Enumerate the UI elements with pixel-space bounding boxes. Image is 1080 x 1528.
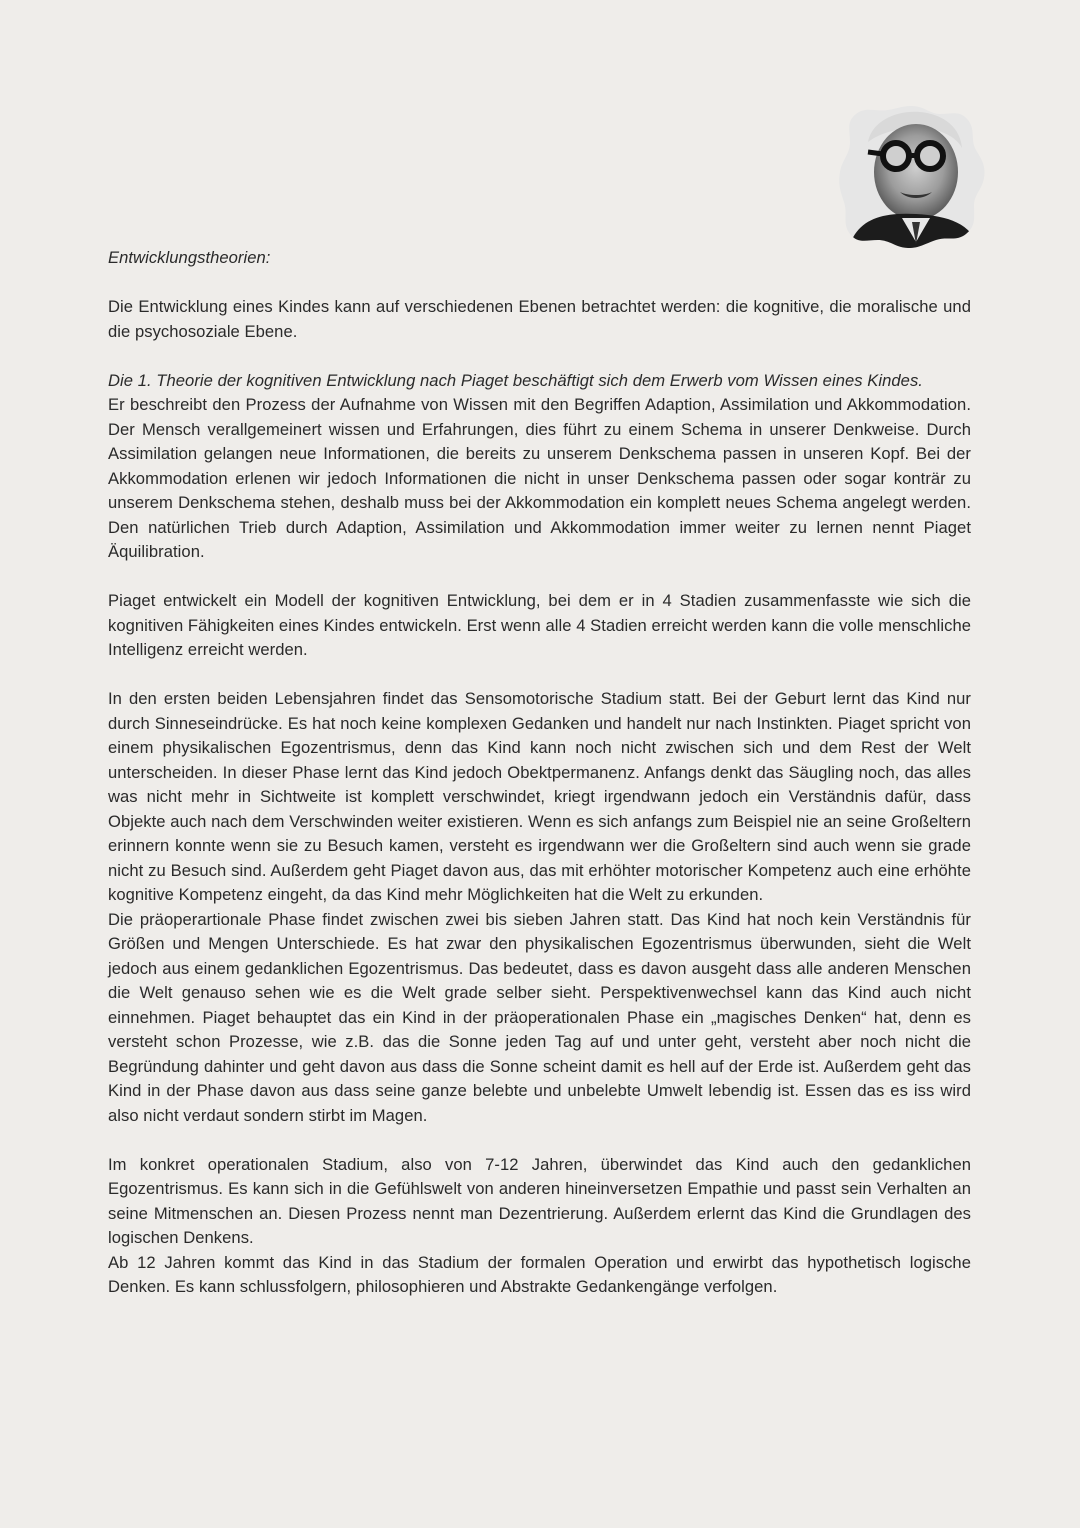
model-paragraph: Piaget entwickelt ein Modell der kognitiven Entwicklung, bei dem er in 4 Stadien zusammenfasste wie sich die kognitiven Fähigkeiten eines Kindes entwickeln. Erst wenn alle 4 Stadien erreicht werden kann die volle menschliche Intelligenz erreicht werden. bbox=[108, 591, 971, 659]
formal-paragraph: Ab 12 Jahren kommt das Kind in das Stadium der formalen Operation und erwirbt das hypothetisch logische Denken. Es kann schlussfolgern, philosophieren und Abstrakte Gedankengänge verfolgen. bbox=[108, 1252, 971, 1296]
piaget-heading: Die 1. Theorie der kognitiven Entwicklung nach Piaget beschäftigt sich dem Erwerb vom Wissen eines Kindes. bbox=[108, 370, 923, 390]
piaget-paragraph: Er beschreibt den Prozess der Aufnahme von Wissen mit den Begriffen Adaption, Assimilation und Akkommodation. Der Mensch verallgemeinert wissen und Erfahrungen, dies führt zu einem Schema in unserer Denkweise. Durch Assimilation gelangen neue Informationen, die bereits zu unserem Denkschema passen in unseren Kopf. Bei der Akkommodation erlenen wir jedoch Informationen die nicht in unser Denkschema passen oder sogar konträr zu unserem Denkschema stehen, deshalb muss bei der Akkommodation ein komplett neues Schema angelegt werden. Den natürlichen Trieb durch Adaption, Assimilation und Akkommodation immer weiter zu lernen nennt Piaget Äquilibration. bbox=[108, 395, 971, 561]
portrait-photo-icon bbox=[838, 102, 986, 250]
concrete-paragraph: Im konkret operationalen Stadium, also von 7-12 Jahren, überwindet das Kind auch den gedanklichen Egozentrismus. Es kann sich in die Gefühlswelt von anderen hineinversetzen Empathie und passt sein Verhalten an seine Mitmenschen an. Diesen Prozess nennt man Dezentrierung. Außerdem erlernt das Kind die Grundlagen des logischen Denkens. bbox=[108, 1154, 971, 1247]
sensomotoric-paragraph: In den ersten beiden Lebensjahren findet das Sensomotorische Stadium statt. Bei der Geburt lernt das Kind nur durch Sinneseindrücke. Es hat noch keine komplexen Gedanken und handelt nur nach Instinkten. Piaget spricht von einem physikalischen Egozentrismus, denn das Kind kann noch nicht zwischen sich und dem Rest der Welt unterscheiden. In dieser Phase lernt das Kind jedoch Obektpermanenz. Anfangs denkt das Säugling noch, das alles was nicht mehr in Sichtweite ist komplett verschwindet, kriegt irgendwann jedoch ein Verständnis dafür, dass Objekte auch nach dem Verschwinden weiter existieren. Wenn es sich anfangs zum Beispiel nie an seine Großeltern erinnern konnte wenn sie zu Besuch kamen, versteht es irgendwann wer die Großeltern sind auch wenn sie grade nicht zu Besuch sind. Außerdem geht Piaget davon aus, das mit erhöhter motorischer Kompetenz auch eine erhöhte kognitive Kompetenz eingeht, da das Kind mehr Möglichkeiten hat die Welt zu erkunden. bbox=[108, 689, 971, 904]
intro-paragraph: Die Entwicklung eines Kindes kann auf verschiedenen Ebenen betrachtet werden: die kognitive, die moralische und die psychosoziale Ebene. bbox=[108, 297, 971, 341]
preoperational-paragraph: Die präoperartionale Phase findet zwischen zwei bis sieben Jahren statt. Das Kind hat noch kein Verständnis für Größen und Mengen Unterschiede. Es hat zwar den physikalischen Egozentrismus überwunden, sieht die Welt jedoch aus einem gedanklichen Egozentrismus. Das bedeutet, dass es davon ausgeht dass alle anderen Menschen die Welt genauso sehen wie es die Welt grade selber sieht. Perspektivenwechsel kann das Kind auch nicht einnehmen. Piaget behauptet das ein Kind in der präoperationalen Phase ein „magisches Denken“ hat, denn es versteht schon Prozesse, wie z.B. das die Sonne jeden Tag auf und unter geht, versteht aber noch nicht die Begründung dahinter und geht davon aus dass die Sonne scheint damit es hell auf der Erde ist. Außerdem geht das Kind in der Phase davon aus dass seine ganze belebte und unbelebte Umwelt lebendig ist. Essen das es iss wird also nicht verdaut sondern stirbt im Magen. bbox=[108, 909, 971, 1125]
document-body bbox=[108, 246, 971, 1300]
document-title: Entwicklungstheorien: bbox=[108, 248, 271, 267]
